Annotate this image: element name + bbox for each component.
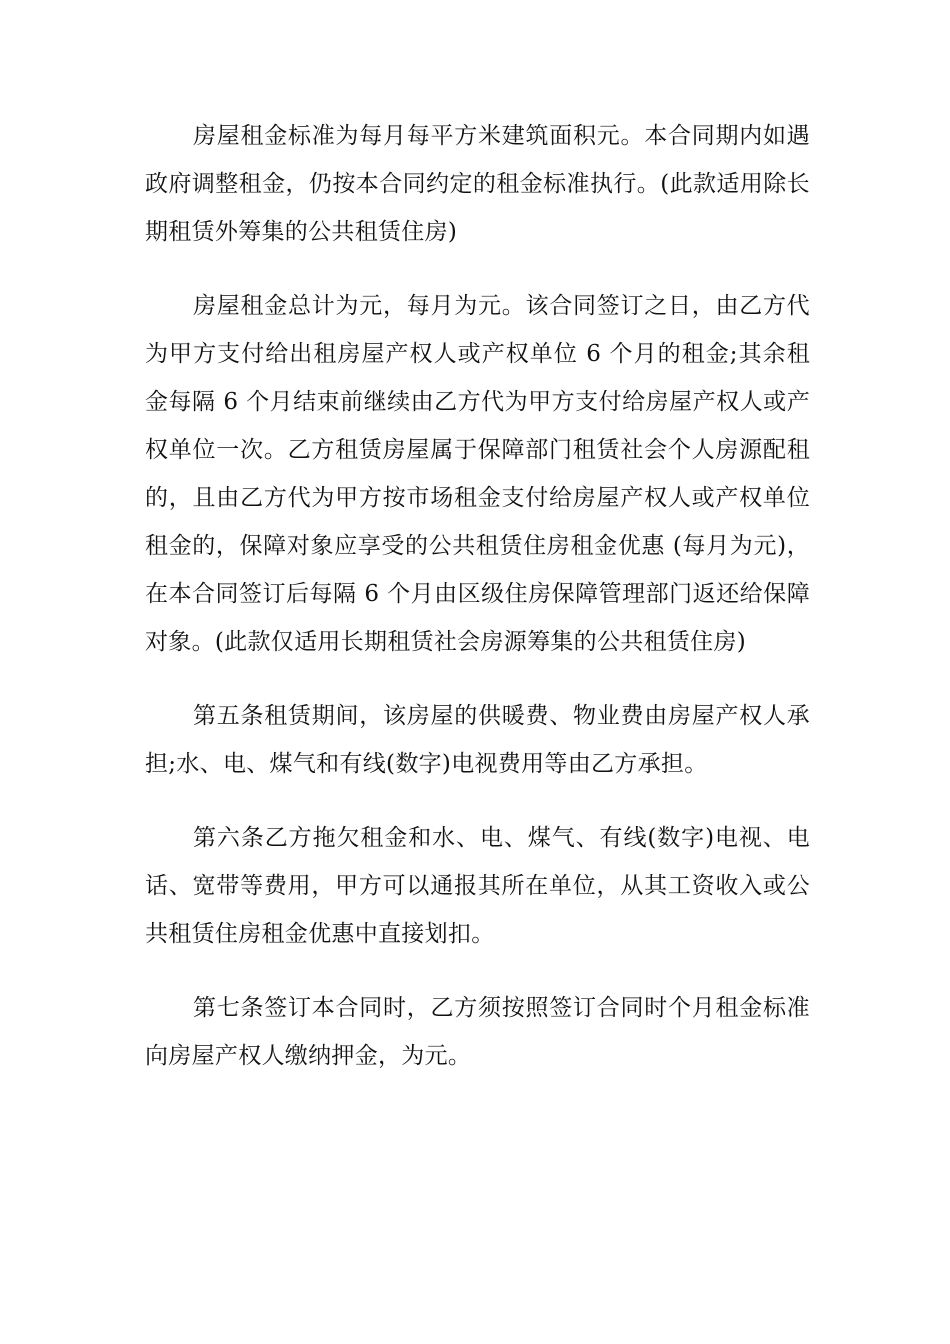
paragraph-article-5: 第五条租赁期间，该房屋的供暖费、物业费由房屋产权人承担;水、电、煤气和有线(数字)电视费用等由乙方承担。 [145,703,810,777]
paragraph-article-7: 第七条签订本合同时，乙方须按照签订合同时个月租金标准向房屋产权人缴纳押金，为元。 [145,995,810,1069]
paragraph-article-6: 第六条乙方拖欠租金和水、电、煤气、有线(数字)电视、电话、宽带等费用，甲方可以通报其所在单位，从其工资收入或公共租赁住房租金优惠中直接划扣。 [145,825,810,947]
paragraph-rent-standard: 房屋租金标准为每月每平方米建筑面积元。本合同期内如遇政府调整租金，仍按本合同约定的租金标准执行。(此款适用除长期租赁外筹集的公共租赁住房) [145,123,810,245]
paragraph-rent-total: 房屋租金总计为元，每月为元。该合同签订之日，由乙方代为甲方支付给出租房屋产权人或产权单位 6 个月的租金;其余租金每隔 6 个月结束前继续由乙方代为甲方支付给房屋产权人或产权单位一次。乙方租赁房屋属于保障部门租赁社会个人房源配租的，且由乙方代为甲方按市场租金支付给房屋产权人或产权单位租金的，保障对象应享受的公共租赁住房租金优惠 (每月为元)，在本合同签订后每隔 6 个月由区级住房保障管理部门返还给保障对象。(此款仅适用长期租赁社会房源筹集的公共租赁住房) [145,293,810,655]
